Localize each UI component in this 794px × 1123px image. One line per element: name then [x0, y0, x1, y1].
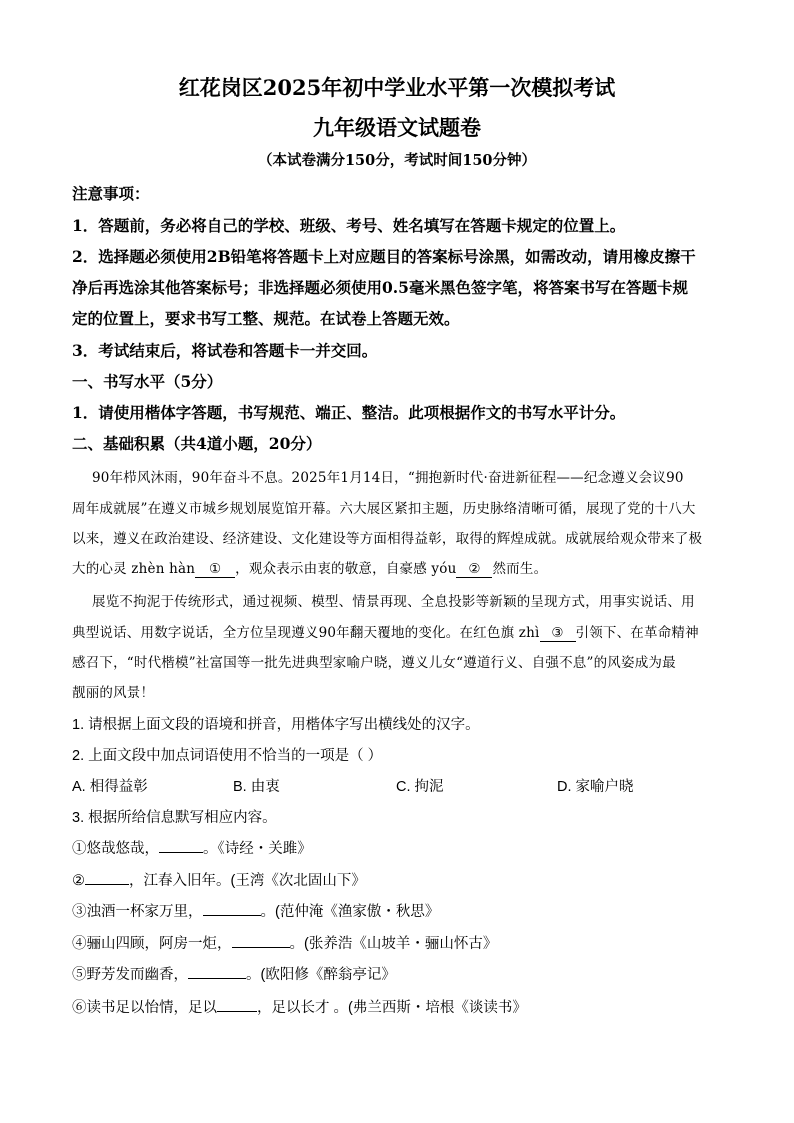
passage-p1-line-1: 90年栉风沐雨，90年奋斗不息。2025年1月14日，“拥抱新时代·奋进新征程——纪念遵义会议90 — [92, 470, 684, 486]
dictation-text: ⑤野芳发而幽香， — [72, 967, 188, 983]
dictation-6 — [72, 996, 732, 1017]
blank-2: ② — [456, 561, 492, 578]
dictation-2 — [72, 869, 732, 890]
exam-note: （本试卷满分150分，考试时间150分钟） — [257, 152, 537, 169]
dictation-blank — [217, 1011, 257, 1012]
passage-text: 引领下、在革命精神 — [575, 625, 699, 641]
dictation-text: ，江春入旧年。(王湾《次北固山下》 — [129, 873, 366, 889]
option-c: C. 拘泥 — [396, 779, 444, 795]
dictation-text: ，足以长才 。(弗兰西斯・培根《谈读书》 — [257, 1000, 527, 1016]
dictation-blank — [203, 915, 261, 916]
question-2: 2. 上面文段中加点词语使用不恰当的一项是（ ） — [72, 748, 383, 764]
section-1-item: 1．请使用楷体字答题，书写规范、端正、整洁。此项根据作文的书写水平计分。 — [72, 403, 626, 422]
dictation-blank — [85, 884, 129, 885]
notice-item-2-line-1: 2．选择题必须使用2B铅笔将答题卡上对应题目的答案标号涂黑，如需改动，请用橡皮擦干 — [72, 247, 696, 266]
notice-item-3: 3．考试结束后，将试卷和答题卡一并交回。 — [72, 341, 378, 360]
question-1: 1. 请根据上面文段的语境和拼音，用楷体字写出横线处的汉字。 — [72, 717, 480, 733]
passage-p2-line-2 — [72, 621, 724, 642]
dictation-text: ④骊山四顾，阿房一炬， — [72, 936, 232, 952]
passage-p2-line-3: 感召下，“时代楷模”社富国等一批先进典型家喻户晓，遵义儿女“遵道行义、自强不息”的风姿成为最 — [72, 655, 676, 671]
option-a: A. 相得益彰 — [72, 779, 148, 795]
dictation-text: ①悠哉悠哉， — [72, 841, 159, 857]
dictation-text: ⑥读书足以怡情，足以 — [72, 1000, 217, 1016]
notice-heading: 注意事项： — [72, 184, 150, 203]
exam-subtitle: 九年级语文试题卷 — [313, 115, 481, 140]
question-3: 3. 根据所给信息默写相应内容。 — [72, 810, 277, 826]
passage-p1-line-3: 以来，遵义在政治建设、经济建设、文化建设等方面相得益彰，取得的辉煌成就。成就展给观众带来了极 — [72, 531, 703, 547]
dictation-5 — [72, 963, 732, 984]
dictation-blank — [159, 852, 203, 853]
passage-text: 然而生。 — [492, 561, 548, 577]
passage-p2-line-4: 靓丽的风景！ — [72, 685, 155, 701]
passage-p2-line-1: 展览不拘泥于传统形式，通过视频、模型、情景再现、全息投影等新颖的呈现方式，用事实说话、用 — [92, 594, 695, 610]
dictation-3 — [72, 900, 732, 921]
dictation-blank — [232, 947, 290, 948]
dictation-1 — [72, 837, 732, 858]
dictation-text: 。(范仲淹《渔家傲・秋思》 — [260, 904, 440, 920]
notice-item-1: 1．答题前，务必将自己的学校、班级、考号、姓名填写在答题卡规定的位置上。 — [72, 216, 626, 235]
blank-3: ③ — [540, 625, 576, 642]
passage-p1-line-4 — [72, 557, 724, 578]
notice-item-2-line-3: 定的位置上，要求书写工整、规范。在试卷上答题无效。 — [72, 309, 460, 328]
exam-title: 红花岗区2025年初中学业水平第一次模拟考试 — [178, 75, 616, 100]
dictation-text: ② — [72, 873, 85, 889]
passage-text: 大的心灵 zhèn hàn — [72, 561, 196, 577]
passage-text: 典型说话、用数字说话，全方位呈现遵义90年翻天覆地的变化。在红色旗 zhì — [72, 625, 540, 641]
notice-item-2-line-2: 净后再选涂其他答案标号；非选择题必须使用0.5毫米黑色签字笔，将答案书写在答题卡规 — [72, 278, 688, 297]
dictation-blank — [188, 978, 246, 979]
dictation-text: 。(欧阳修《醉翁亭记》 — [246, 967, 396, 983]
option-d: D. 家喻户晓 — [557, 779, 634, 795]
dictation-4 — [72, 932, 732, 953]
passage-text: ，观众表示由衷的敬意，自豪感 yóu — [235, 561, 457, 577]
dictation-text: ③浊酒一杯家万里， — [72, 904, 203, 920]
dictation-text: 。《诗经・关雎》 — [203, 841, 312, 857]
section-2-heading: 二、基础积累（共4道小题，20分） — [72, 434, 322, 453]
option-b: B. 由衷 — [233, 779, 280, 795]
section-1-heading: 一、书写水平（5分） — [72, 372, 223, 391]
blank-1: ① — [195, 561, 235, 578]
passage-p1-line-2: 周年成就展”在遵义市城乡规划展览馆开幕。六大展区紧扣主题，历史脉络清晰可循，展现了党的十八大 — [72, 501, 696, 517]
dictation-text: 。(张养浩《山坡羊・骊山怀古》 — [289, 936, 498, 952]
